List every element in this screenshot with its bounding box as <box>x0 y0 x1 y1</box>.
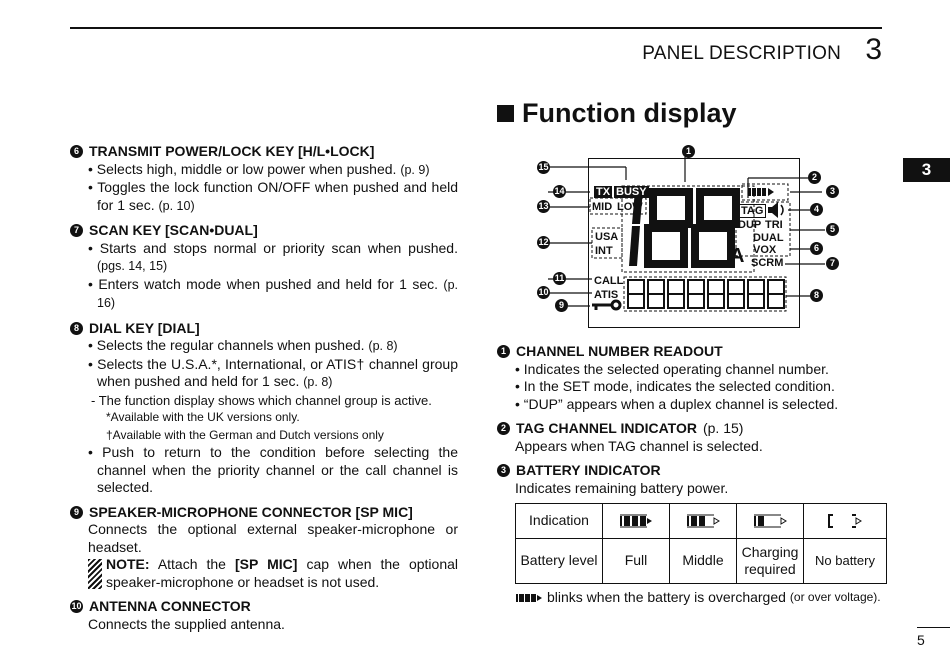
lcd-tag: TAG <box>738 204 766 218</box>
bullet: • Selects the regular channels when pushed. (p. 8) <box>70 337 458 356</box>
bullet: • Toggles the lock function ON/OFF when pushed and held for 1 sec. (p. 10) <box>70 179 458 215</box>
table-footnote: blinks when the battery is overcharged (or over voltage). <box>515 589 887 607</box>
right-column <box>497 343 887 607</box>
footnote: *Available with the UK versions only. <box>106 410 300 424</box>
callout: 5 <box>826 223 839 236</box>
bullet: • “DUP” appears when a duplex channel is selected. <box>497 396 887 414</box>
section-title: 7 SCAN KEY [SCAN•DUAL] <box>70 222 458 240</box>
battery-low-icon <box>737 504 804 539</box>
paragraph: Indicates remaining battery power. <box>515 479 729 496</box>
table-row <box>516 539 887 584</box>
footnote: †Available with the German and Dutch versions only <box>106 427 384 442</box>
table-cell: Middle <box>670 539 737 584</box>
callout: 2 <box>808 171 821 184</box>
section-title: 9 SPEAKER-MICROPHONE CONNECTOR [SP MIC] <box>70 504 458 522</box>
paragraph: Appears when TAG channel is selected. <box>515 437 763 454</box>
callout: 11 <box>554 273 565 283</box>
function-display-heading: Function display <box>497 98 737 129</box>
page-number: 5 <box>917 632 925 648</box>
battery-empty-icon <box>804 504 887 539</box>
bullet: • Selects the U.S.A.*, International, or ATIS† channel group when pushed and held for 1 sec. (p. 8) <box>70 356 458 392</box>
note-icon <box>88 559 102 589</box>
number-badge: 6 <box>70 145 83 158</box>
lcd-busy: BUSY <box>616 186 647 198</box>
lcd-scrm: SCRM <box>751 257 784 269</box>
lcd-atis: ATIS <box>594 289 619 301</box>
table-cell: Battery level <box>516 539 603 584</box>
section-title: 8 DIAL KEY [DIAL] <box>70 320 458 338</box>
bullet: • Starts and stops normal or priority scan when pushed. (pgs. 14, 15) <box>70 240 458 276</box>
callout: 9 <box>555 299 568 312</box>
square-bullet-icon <box>497 105 514 122</box>
callout: 4 <box>810 203 823 216</box>
table-cell: Full <box>603 539 670 584</box>
lcd-low: LOW <box>617 201 643 213</box>
chapter-number: 3 <box>865 33 882 66</box>
section-title: 1 CHANNEL NUMBER READOUT <box>497 343 887 361</box>
callout: 8 <box>810 289 823 302</box>
bullet: • Selects high, middle or low power when pushed. (p. 9) <box>70 161 458 180</box>
lcd-mid: MID <box>592 201 613 213</box>
battery-middle-icon <box>670 504 737 539</box>
page-rule <box>917 627 950 628</box>
section-title: 6 TRANSMIT POWER/LOCK KEY [H/L•LOCK] <box>70 143 458 161</box>
callout: 6 <box>810 242 823 255</box>
battery-table <box>515 503 887 584</box>
battery-full-icon <box>603 504 670 539</box>
lcd-suffix: A <box>730 245 745 267</box>
number-badge: 10 <box>71 601 82 612</box>
callout: 15 <box>538 162 549 172</box>
number-badge: 8 <box>70 322 83 335</box>
table-cell: No battery <box>804 539 887 584</box>
bullet: • Enters watch mode when pushed and held for 1 sec. (p. 16) <box>70 276 458 313</box>
bullet: • In the SET mode, indicates the selected condition. <box>497 378 887 396</box>
table-cell: Charging required <box>737 539 804 584</box>
section-header: PANEL DESCRIPTION <box>642 43 841 64</box>
lcd-vox: VOX <box>753 244 777 256</box>
number-badge: 7 <box>70 224 83 237</box>
bullet: • Push to return to the condition before selecting the channel when the priority channel or the call channel is selected. <box>70 444 458 497</box>
callout: 14 <box>554 186 565 196</box>
table-cell: Indication <box>516 504 603 539</box>
section-title: 2 TAG CHANNEL INDICATOR (p. 15) <box>497 420 887 438</box>
left-column <box>70 143 458 633</box>
callout: 1 <box>682 145 695 158</box>
lcd-graphics <box>520 140 840 330</box>
callout: 7 <box>826 257 839 270</box>
section-title: 3 BATTERY INDICATOR <box>497 462 887 480</box>
bullet: • Indicates the selected operating channel number. <box>497 361 887 379</box>
battery-full-icon <box>515 592 543 604</box>
number-badge: 2 <box>497 422 510 435</box>
paragraph: Connects the optional external speaker-microphone or headset. <box>88 521 458 555</box>
note: NOTE: Attach the [SP MIC] cap when the optional speaker-microphone or headset is not used. <box>70 556 458 591</box>
number-badge: 3 <box>497 464 510 477</box>
lcd-dual: DUAL <box>753 232 784 244</box>
lcd-call: CALL <box>594 275 624 287</box>
number-badge: 9 <box>70 506 83 519</box>
lcd-usa: USA <box>595 231 619 243</box>
callout: 3 <box>826 185 839 198</box>
chapter-tab: 3 <box>903 158 950 182</box>
number-badge: 1 <box>497 345 510 358</box>
lcd-dup: DUP <box>738 219 762 231</box>
paragraph: Connects the supplied antenna. <box>88 615 285 632</box>
callout: 12 <box>538 237 549 247</box>
lcd-tri: TRI <box>765 219 783 231</box>
lcd-int: INT <box>595 245 613 257</box>
section-title: 10 ANTENNA CONNECTOR <box>71 598 251 614</box>
sub-bullet: - The function display shows which channel group is active. <box>91 392 432 408</box>
header-rule <box>70 27 882 29</box>
callout: 10 <box>538 287 549 297</box>
callout: 13 <box>538 201 549 211</box>
lcd-tx: TX <box>596 186 611 198</box>
table-row <box>516 504 887 539</box>
